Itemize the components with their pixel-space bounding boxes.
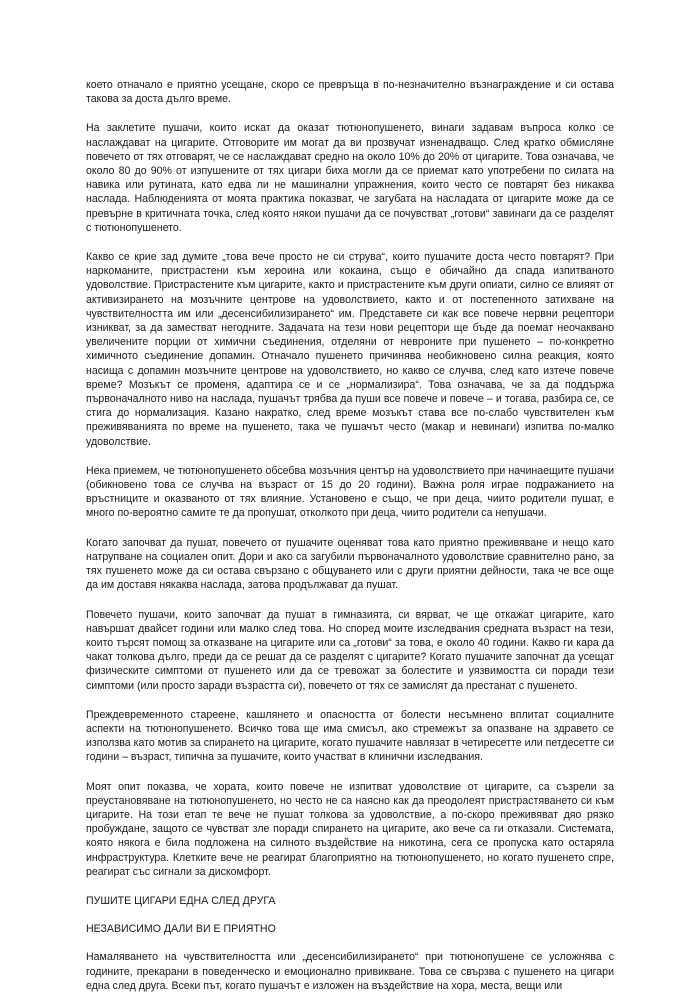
section-subheading: НЕЗАВИСИМО ДАЛИ ВИ Е ПРИЯТНО xyxy=(86,923,276,936)
paragraph: Когато започват да пушат, повечето от пушачите оценяват това като приятно преживяване и нещо като натрупване на социален опит. Дори и ако са загубили първоначалното удоволствие сравнително рано, за тях пушенето може да си остава свързано с общуването или с други приятни дейности, така че все още да им доставя някаква наслада, затова продължават да пушат. xyxy=(86,536,614,592)
paragraph: Какво се крие зад думите „това вече просто не си струва“, които пушачите доста често повтарят? При наркоманите, пристрастени към хероина или кокаина, също е обичайно да спада изпитваното удоволствие. Пристрастените към цигарите, както и пристрастените към други опиати, силно се влияят от активизирането на мозъчните центрове на удоволствието, както и от постепенното затихване на чувствителността им или „десенсибилизирането“ им. Представете си как все повече нервни рецептори изникват, за да заместват негодните. Задачата на тези нови рецептори ще бъде да поемат неочаквано увеличените порции от химични съединения, отделяни от невроните при пушенето – по-конкретно химичното съединение допамин. Отначало пушенето причинява необикновено силна реакция, която насища с допамин мозъчните центрове на удоволствието, но какво се случва, след като изтече повече време? Мозъкът се променя, адаптира се и се „нормализира“. Това означава, че за да поддържа първоначалното ниво на наслада, пушачът трябва да пуши все повече и повече – и тогава, разбира се, се стига до нормализация. Казано накратко, след време мозъкът става все по-слабо чувствителен към преживяванията по време на пушенето, така че пушачът често (макар и невинаги) изпитва по-малко удоволствие. xyxy=(86,251,614,448)
paragraph: което отначало е приятно усещане, скоро се превръща в по-незначително възнаграждение и си остава такова за доста дълго време. xyxy=(86,79,614,106)
paragraph: Нека приемем, че тютюнопушенето обсебва мозъчния център на удоволствието при начинаещите пушачи (обикновено това се случва на възраст от 15 до 20 години). Важна роля играе подражанието на връстниците и оказваното от тях влияние. Установено е също, че при деца, чиито родители пушат, е много по-вероятно самите те да пропушат, отколкото при деца, чиито родители са непушачи. xyxy=(86,464,614,520)
paragraph: На заклетите пушачи, които искат да оказат тютюнопушенето, винаги задавам въпроса колко се наслаждават на цигарите. Отговорите им могат да ви прозвучат изненадващо. След кратко обмисляне повечето от тях отговарят, че се наслаждават средно на около 10% до 20% от цигарите. Това означава, че около 80 до 90% от изпушените от тях цигари биха могли да се приемат като употребени по силата на навика или рутината, като едва ли не машинални упражнения, които често се повтарят без никаква наслада. Наблюденията от моята практика показват, че загубата на насладата от цигарите може да се превърне в критичната точка, след която някои пушачи да се почувстват „готови“ завинаги да се разделят с тютюнопушенето. xyxy=(86,122,614,234)
document-body xyxy=(86,78,614,1008)
paragraph: Моят опит показва, че хората, които повече не изпитват удоволствие от цигарите, са съзрели за преустановяване на тютюнопушенето, но често не са наясно как да преодолеят пристрастяването си към цигарите. На този етап те вече не пушат толкова за удоволствие, а по-скоро преживяват дяо рязко пробуждане, защото се чувстват зле поради спирането на цигарите, ако вече са ги отказали. Системата, която някога е била подложена на силното въздействие на никотина, сега се пропуска като остаряла инфраструктура. Клетките вече не реагират благоприятно на тютюнопушенето, но когато пушенето спре, реагират със сигнали за дискомфорт. xyxy=(86,780,614,878)
section-heading: ПУШИТЕ ЦИГАРИ ЕДНА СЛЕД ДРУГА xyxy=(86,894,276,907)
paragraph: Намаляването на чувствителността или „десенсибилизирането“ при тютюнопушене се усложнява с годините, прекарани в поведенческо и емоционално привикване. Това се свързва с пушенето на цигари една след друга. Всеки път, когато пушачът е изложен на въздействие на хора, места, вещи или xyxy=(86,951,614,992)
paragraph: Преждевременното стареене, кашлянето и опасността от болести несъмнено вплитат социалните аспекти на тютюнопушенето. Всичко това ще има смисъл, ако стремежът за опазване на здравето се използва като мотив за спирането на цигарите, когато пушачите навлязат в четиресетте или петдесетте си години – възраст, типична за пушачите, които участват в клинични изследвания. xyxy=(86,708,614,764)
paragraph: Повечето пушачи, които започват да пушат в гимназията, си вярват, че ще откажат цигарите, като навършат двайсет години или малко след това. Но според моите изследвания средната възраст на тези, които търсят помощ за отказване на цигарите или са „готови“ за това, е около 40 години. Какво ги кара да чакат толкова дълго, преди да се решат да се разделят с цигарите? Когато пушачите започнат да усещат физическите симптоми от пушенето или да се тревожат за болестите и уязвимостта си поради тези симптоми (или просто заради възрастта си), повечето от тях се замислят да престанат с пушенето. xyxy=(86,608,614,692)
